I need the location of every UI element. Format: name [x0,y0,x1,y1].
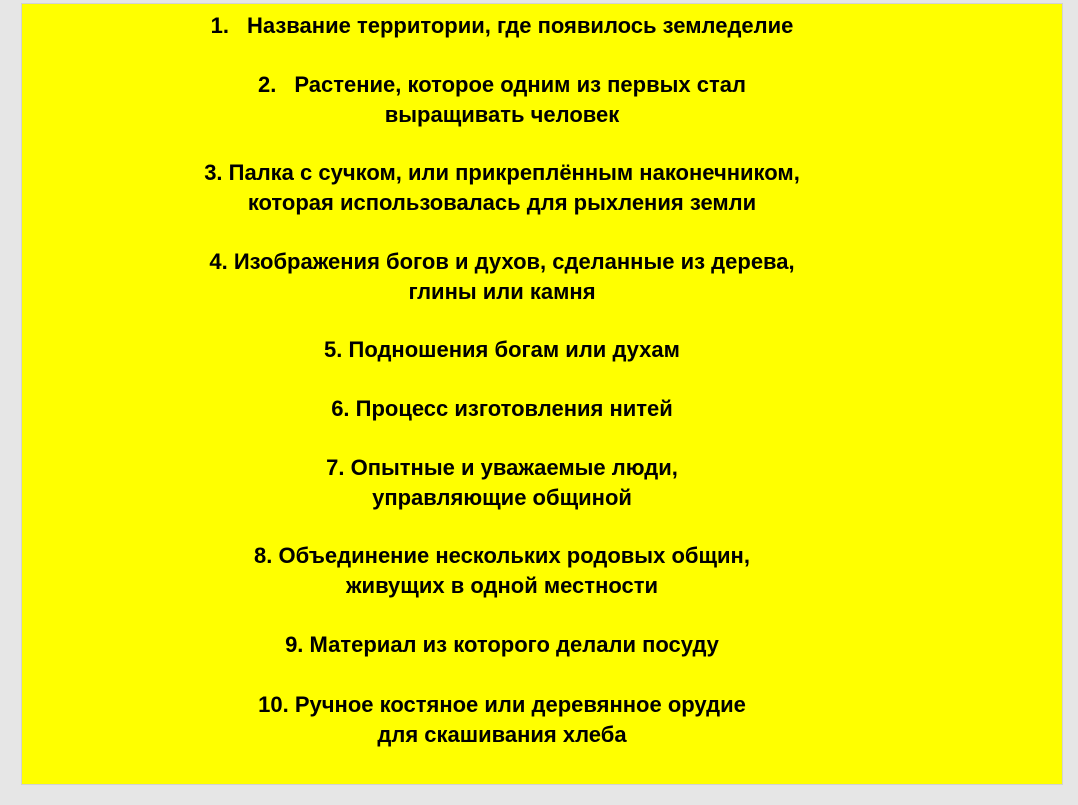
question-7 [22,453,982,513]
question-7-line-1: 7. Опытные и уважаемые люди, [326,455,678,480]
question-5 [22,335,982,365]
question-10-line-2: для скашивания хлеба [377,722,627,747]
question-3-line-2: которая использовалась для рыхления земли [247,190,757,215]
question-3 [22,158,982,218]
question-4-line-2: глины или камня [408,279,596,304]
question-1-number: 1. [210,13,229,38]
question-1-line-1 [22,11,982,41]
question-5-line-1: 5. Подношения богам или духам [324,337,680,362]
question-1-text: Название территории, где появилось земледелие [246,13,794,38]
question-10 [22,690,982,750]
question-1 [22,11,982,41]
question-2-text: Растение, которое одним из первых стал [294,72,746,97]
question-2-line-2: выращивать человек [384,102,620,127]
question-6 [22,394,982,424]
question-8-line-2: живущих в одной местности [345,573,659,598]
slide [22,4,1062,784]
question-2-number: 2. [258,72,277,97]
question-9-line-1: 9. Материал из которого делали посуду [285,632,719,657]
question-2 [22,70,982,130]
question-2-line-1 [22,70,982,100]
question-8-line-1: 8. Объединение нескольких родовых общин, [254,543,750,568]
question-4-line-1: 4. Изображения богов и духов, сделанные из дерева, [209,249,795,274]
question-8 [22,541,982,601]
question-7-line-2: управляющие общиной [372,485,632,510]
question-9 [22,630,982,660]
question-6-line-1: 6. Процесс изготовления нитей [331,396,673,421]
question-3-line-1: 3. Палка с сучком, или прикреплённым наконечником, [204,160,800,185]
question-10-line-1: 10. Ручное костяное или деревянное орудие [258,692,746,717]
question-4 [22,247,982,307]
